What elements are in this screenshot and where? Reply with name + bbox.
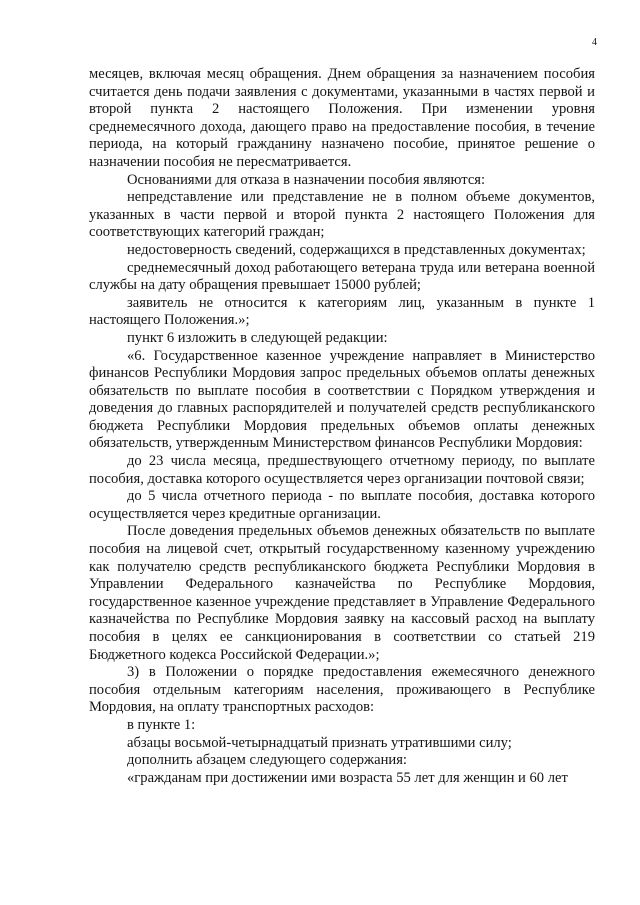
paragraph: до 5 числа отчетного периода - по выплате пособия, доставка которого осуществляется через кредитные организации.: [89, 488, 595, 522]
paragraph: заявитель не относится к категориям лиц, указанным в пункте 1 настоящего Положения.»;: [89, 294, 595, 329]
document-body: [89, 66, 595, 787]
paragraph: абзацы восьмой-четырнадцатый признать утратившими силу;: [127, 734, 512, 751]
paragraph: 3) в Положении о порядке предоставления ежемесячного денежного пособия отдельным категориям населения, проживающего в Республике Мордовия, на оплату транспортных расходов:: [89, 664, 595, 716]
paragraph: «6. Государственное казенное учреждение направляет в Министерство финансов Республики Мордовия запрос предельных объемов оплаты денежных обязательств по выплате пособия в соответствии с Порядком утверждения и доведения до главных распорядителей и получателей средств республиканского бюджета Республики Мордовия предельных объемов оплаты денежных обязательств, утвержденным Министерством финансов Республики Мордовия:: [89, 347, 595, 452]
paragraph: до 23 числа месяца, предшествующего отчетному периоду, по выплате пособия, доставка которого осуществляется через организации почтовой связи;: [89, 453, 595, 487]
paragraph: Основаниями для отказа в назначении пособия являются:: [127, 171, 486, 188]
paragraph: в пункте 1:: [127, 716, 196, 733]
paragraph: среднемесячный доход работающего ветерана труда или ветерана военной службы на дату обращения превышает 15000 рублей;: [89, 259, 595, 294]
page-number: 4: [592, 37, 597, 48]
paragraph: непредставление или представление не в полном объеме документов, указанных в части первой и второй пункта 2 настоящего Положения для соответствующих категорий граждан;: [89, 189, 595, 241]
paragraph: дополнить абзацем следующего содержания:: [127, 752, 407, 769]
paragraph: пункт 6 изложить в следующей редакции:: [127, 329, 388, 346]
paragraph: После доведения предельных объемов денежных обязательств по выплате пособия на лицевой счет, открытый государственному казенному учреждению как получателю средств республиканского бюджета Республики Мордовия в Управлении Федерального казначейства по Республике Мордовия, государственное казенное учреждение представляет в Управление Федерального казначейства по Республике Мордовия заявку на кассовый расход на выплату пособия в целях ее санкционирования в соответствии со статьей 219 Бюджетного кодекса Российской Федерации.»;: [89, 523, 595, 663]
paragraph: месяцев, включая месяц обращения. Днем обращения за назначением пособия считается день подачи заявления с документами, указанными в частях первой и второй пункта 2 настоящего Положения. При изменении уровня среднемесячного дохода, дающего право на предоставление пособия, в течение периода, на который гражданину назначено пособие, принятое решение о назначении пособия не пересматривается.: [89, 66, 595, 170]
paragraph: недостоверность сведений, содержащихся в представленных документах;: [127, 241, 586, 258]
paragraph: «гражданам при достижении ими возраста 55 лет для женщин и 60 лет: [127, 769, 568, 786]
